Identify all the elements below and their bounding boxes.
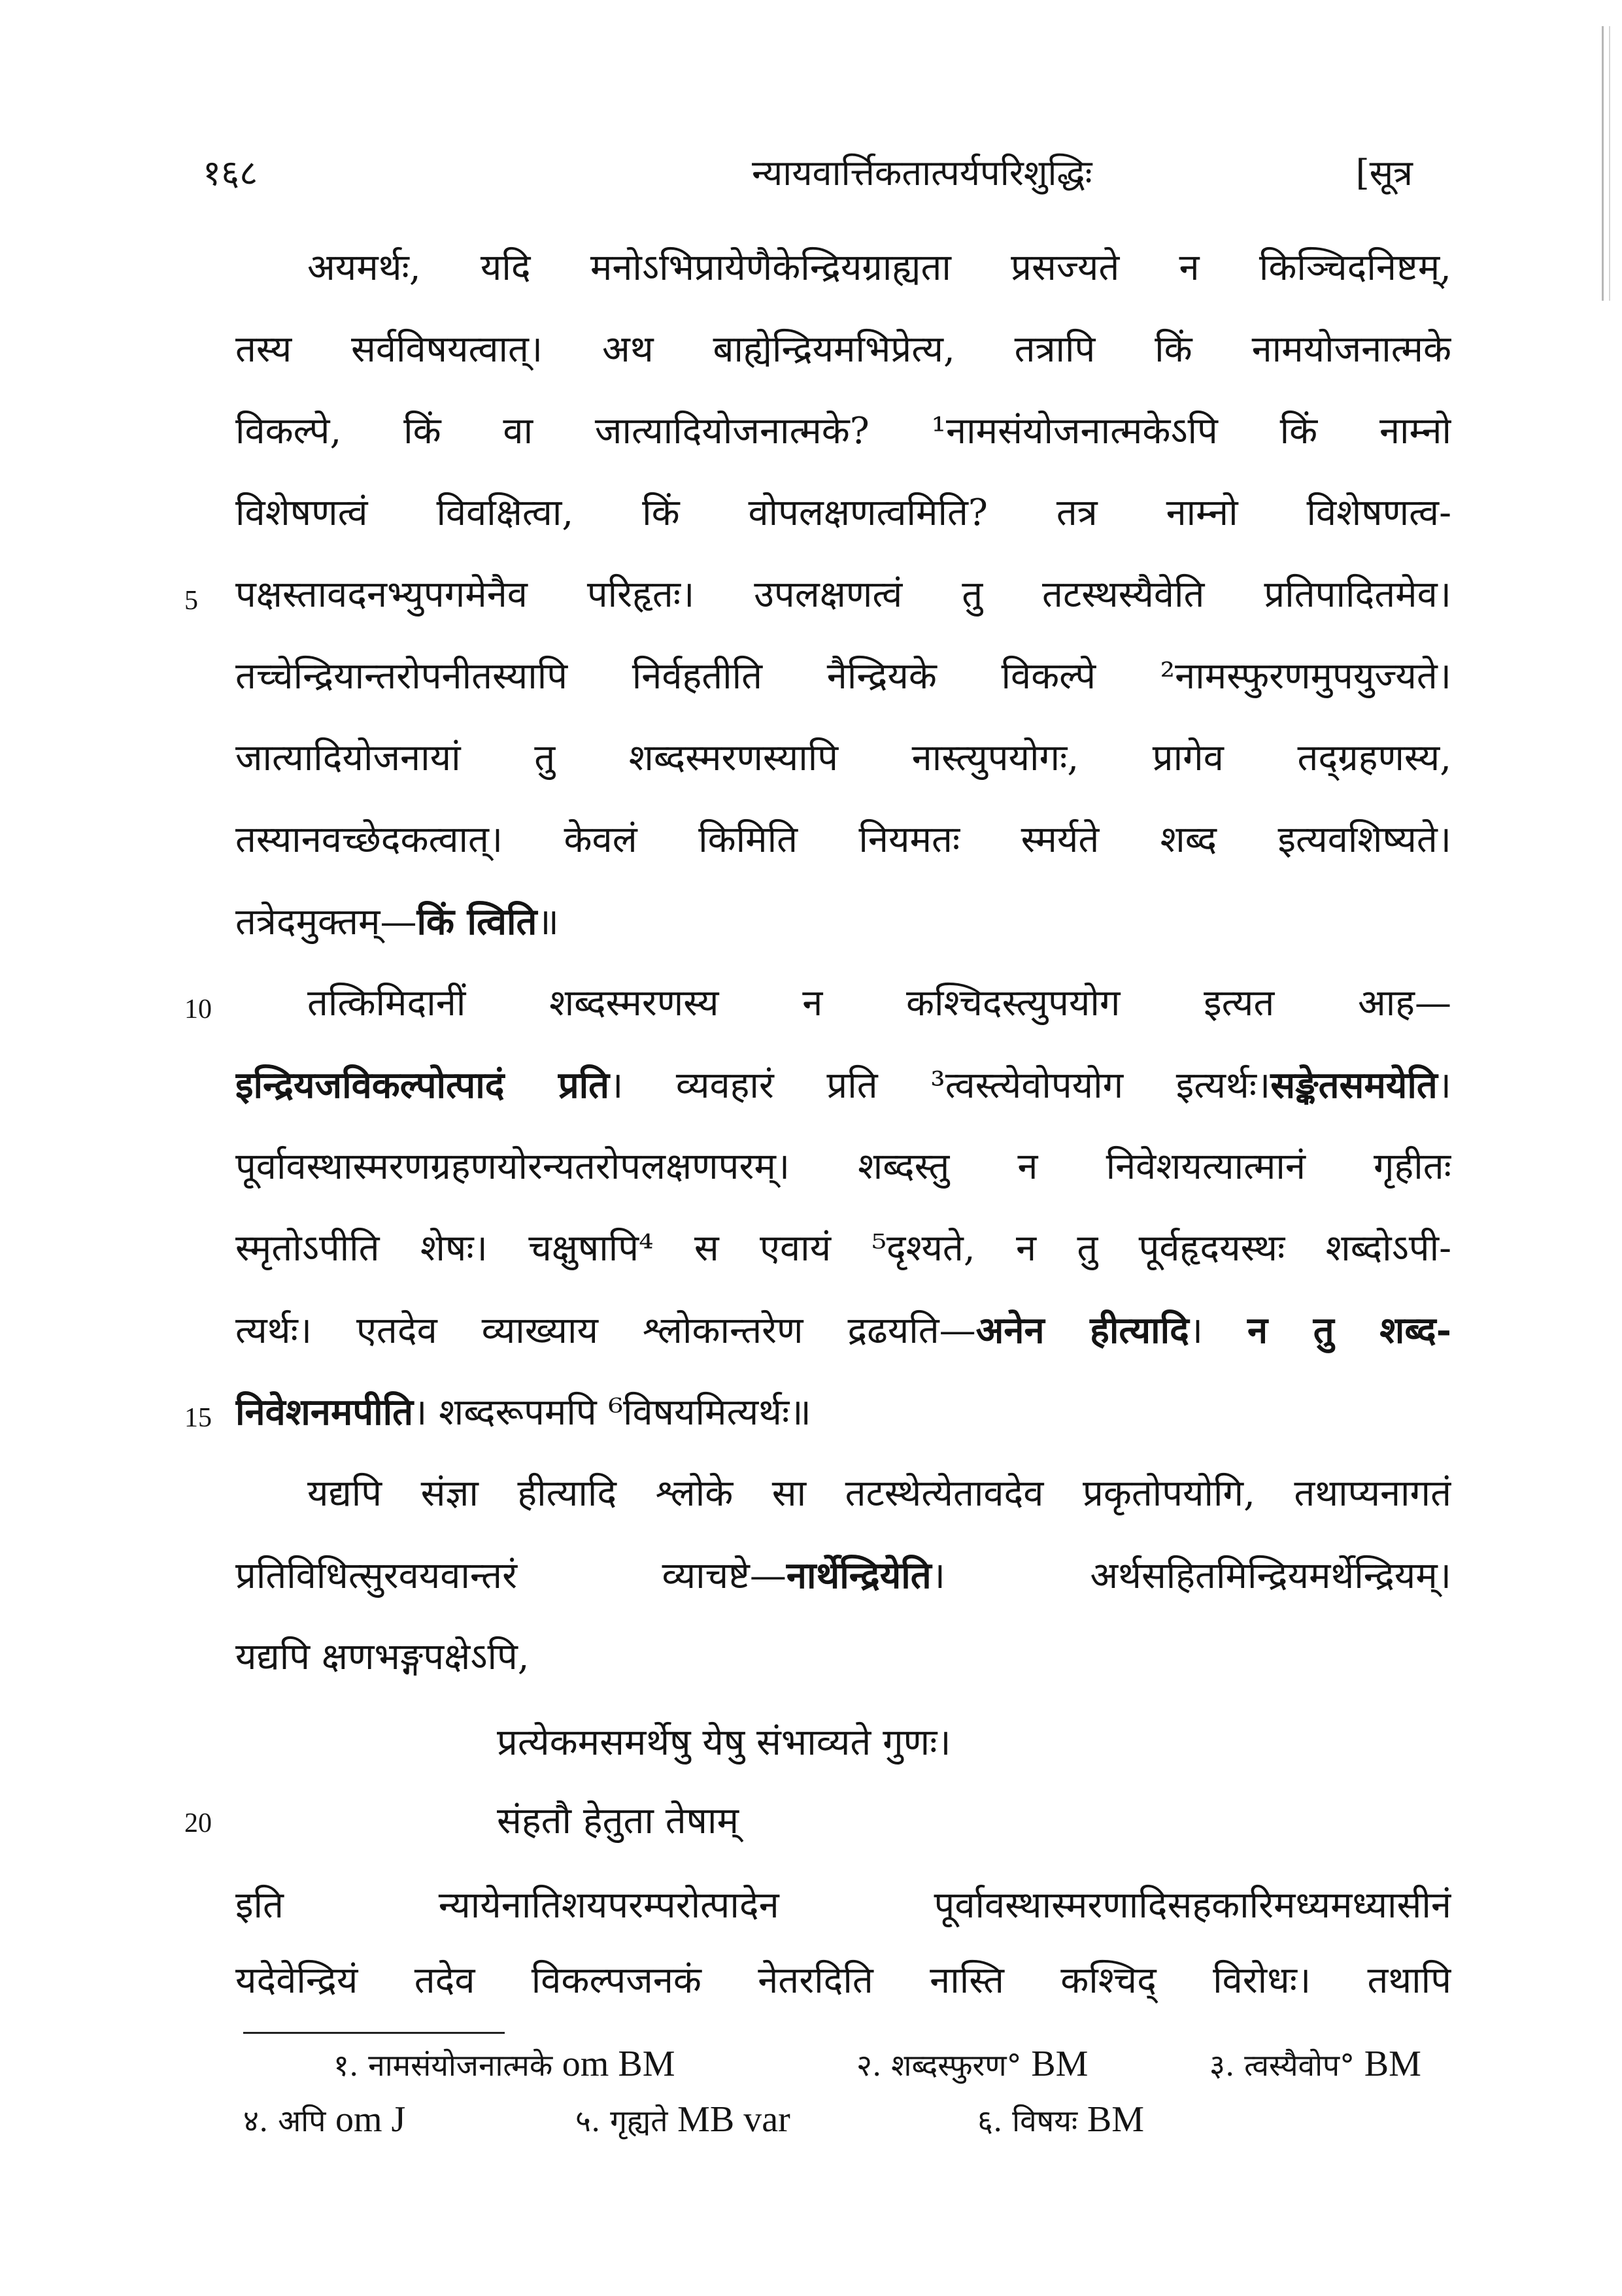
lemma: निवेशनमपीति	[235, 1391, 414, 1434]
text-line	[235, 896, 1451, 949]
text-line	[235, 1059, 1451, 1112]
footnote-siglum: om BM	[562, 2044, 675, 2084]
footnote-rule	[243, 2032, 505, 2034]
text-line	[235, 1386, 1451, 1439]
text-line: यदेवेन्द्रियं तदेव विकल्पजनकं नेतरदिति नास्ति कश्चिद् विरोधः। तथापि	[235, 1959, 1451, 2002]
text-run: ।	[1189, 1309, 1204, 1352]
text-line: यद्यपि संज्ञा हीत्यादि श्लोके सा तटस्थेत्येतावदेव प्रकृतोपयोगि, तथाप्यनागतं	[307, 1472, 1451, 1515]
running-title: न्यायवार्त्तिकतात्पर्यपरिशुद्धिः	[752, 152, 1092, 194]
footnote	[333, 2043, 675, 2085]
text-line: पूर्वावस्थास्मरणग्रहणयोरन्यतरोपलक्षणपरम्। शब्दस्तु न निवेशयत्यात्मानं गृहीतः	[235, 1145, 1451, 1188]
footnote	[243, 2099, 405, 2140]
page-number: १६८	[203, 152, 258, 194]
text-line: जात्यादियोजनायां तु शब्दस्मरणस्यापि नास्त्युपयोगः, प्रागेव तद्ग्रहणस्य,	[235, 737, 1451, 779]
text-line: विशेषणत्वं विवक्षित्वा, किं वोपलक्षणत्वमिति? तत्र नाम्नो विशेषणत्व-	[235, 492, 1451, 534]
text-run: । अर्थसहितमिन्द्रियमर्थेन्द्रियम्।	[931, 1555, 1451, 1597]
text-run: । शब्दरूपमपि ⁶विषयमित्यर्थः॥	[413, 1391, 811, 1434]
text-line: विकल्पे, किं वा जात्यादियोजनात्मके? ¹नामसंयोजनात्मकेऽपि किं नाम्नो	[235, 410, 1451, 452]
footnote-siglum: BM	[1031, 2044, 1089, 2084]
lemma: सङ्केतसमयेति	[1270, 1064, 1438, 1107]
lemma: नार्थेन्द्रियेति	[786, 1554, 932, 1597]
line-number: 5	[184, 586, 198, 616]
footnote-siglum: BM	[1364, 2044, 1421, 2084]
text-line: अयमर्थः, यदि मनोऽभिप्रायेणैकेन्द्रियग्राह्यता प्रसज्यते न किञ्चिदनिष्टम्,	[307, 246, 1451, 289]
lemma: न तु शब्द-	[1247, 1309, 1451, 1352]
text-line: पक्षस्तावदनभ्युपगमेनैव परिहृतः। उपलक्षणत्वं तु तटस्थस्यैवेति प्रतिपादितमेव।	[235, 573, 1451, 616]
line-number: 15	[184, 1403, 212, 1433]
footnote-text: ४. अपि	[243, 2103, 335, 2138]
text-line: तस्य सर्वविषयत्वात्। अथ बाह्येन्द्रियमभिप्रेत्य, तत्रापि किं नामयोजनात्मके	[235, 328, 1451, 371]
lemma: किं त्विति	[416, 900, 537, 943]
text-line: तच्चेन्द्रियान्तरोपनीतस्यापि निर्वहतीति नैन्द्रियके विकल्पे ²नामस्फुरणमुपयुज्यते।	[235, 655, 1451, 698]
text-run: प्रतिविधित्सुरवयवान्तरं व्याचष्टे—	[235, 1555, 786, 1597]
footnote	[1209, 2043, 1421, 2085]
lemma: अनेन हीत्यादि	[975, 1309, 1189, 1352]
line-number: 20	[184, 1808, 212, 1838]
text-line: इति न्यायेनातिशयपरम्परोत्पादेन पूर्वावस्थास्मरणादिसहकारिमध्यमध्यासीनं	[235, 1884, 1451, 1927]
line-number: 10	[184, 994, 212, 1024]
lemma: इन्द्रियजविकल्पोत्पादं प्रति	[235, 1064, 610, 1107]
footnote-text: ५. गृह्यते	[575, 2103, 678, 2138]
text-line: तस्यानवच्छेदकत्वात्। केवलं किमिति नियमतः स्मर्यते शब्द इत्यवशिष्यते।	[235, 819, 1451, 861]
footnote-siglum: BM	[1087, 2099, 1144, 2140]
footnote-siglum: om J	[335, 2099, 406, 2140]
text-run: ॥	[537, 901, 559, 943]
footnote	[856, 2043, 1088, 2085]
footnote-text: २. शब्दस्फुरण°	[856, 2048, 1032, 2083]
footnote	[575, 2099, 790, 2140]
section-marker: [सूत्र	[1355, 152, 1413, 194]
text-line: तत्किमिदानीं शब्दस्मरणस्य न कश्चिदस्त्युपयोग इत्यत आह—	[307, 982, 1451, 1024]
text-run: । व्यवहारं प्रति ³त्वस्त्येवोपयोग इत्यर्थः।	[609, 1064, 1271, 1107]
text-line: यद्यपि क्षणभङ्गपक्षेऽपि,	[235, 1636, 530, 1678]
footnote-text: ३. त्वस्यैवोप°	[1209, 2048, 1364, 2083]
text-run: तत्रेदमुक्तम्—	[235, 901, 417, 943]
text-line	[235, 1304, 1451, 1357]
footnote-text: ६. विषयः	[977, 2103, 1087, 2138]
footnote-text: १. नामसंयोजनात्मके	[333, 2048, 562, 2083]
verse-line: संहतौ हेतुता तेषाम्	[497, 1800, 739, 1842]
footnote	[977, 2099, 1144, 2140]
text-run: ।	[1437, 1064, 1451, 1107]
footnote-siglum: MB var	[677, 2099, 790, 2140]
verse-line: प्रत्येकमसमर्थेषु येषु संभाव्यते गुणः।	[497, 1721, 951, 1764]
text-line: स्मृतोऽपीति शेषः। चक्षुषापि⁴ स एवायं ⁵दृश्यते, न तु पूर्वहृदयस्थः शब्दोऽपी-	[235, 1227, 1451, 1270]
text-line	[235, 1549, 1451, 1602]
text-run: त्यर्थः। एतदेव व्याख्याय श्लोकान्तरेण द्रढयति—	[235, 1309, 976, 1352]
page-edge-mark	[1602, 26, 1610, 301]
